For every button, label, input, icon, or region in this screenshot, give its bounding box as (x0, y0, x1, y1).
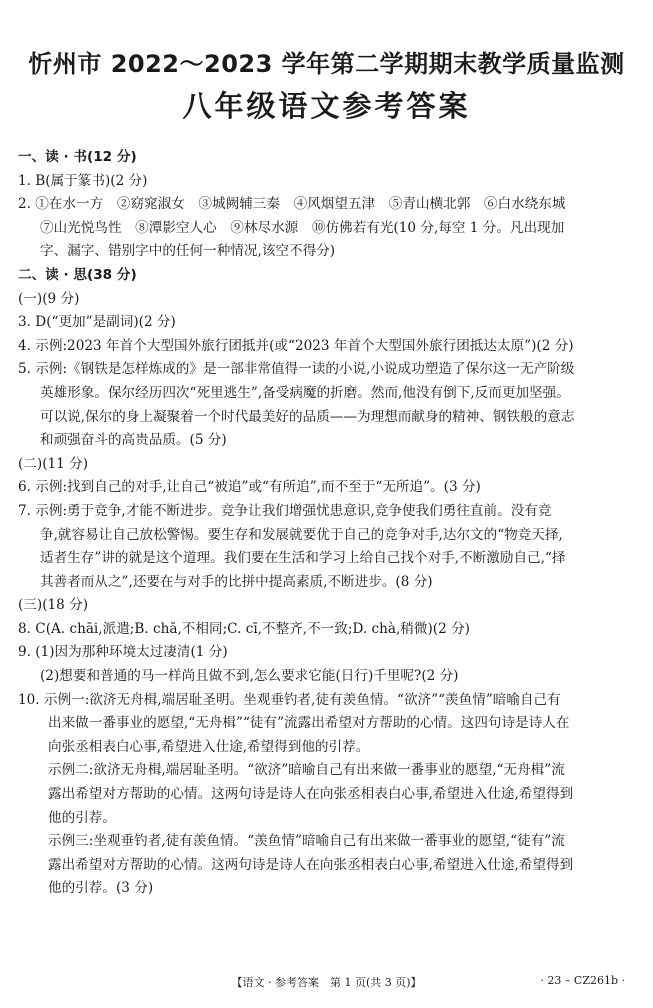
answer-line: 和顽强奋斗的高贵品质。(5 分) (40, 432, 227, 449)
answer-line: (二)(11 分) (18, 455, 89, 472)
answer-line: 5. 示例:《钢铁是怎样炼成的》是一部非常值得一读的小说,小说成功塑造了保尔这一无产阶级 (18, 361, 575, 378)
document-subtitle: 八年级语文参考答案 (182, 89, 471, 123)
answer-line: 9. (1)因为那种环境太过凄清(1 分) (18, 644, 228, 661)
answer-line: (2)想要和普通的马一样尚且做不到,怎么要求它能(日行)千里呢?(2 分) (40, 668, 459, 685)
answer-line: 他的引荐。 (48, 809, 116, 826)
answer-line: 他的引荐。(3 分) (48, 880, 154, 897)
answer-line: 英雄形象。保尔经历四次“死里逃生”,备受病魔的折磨。然而,他没有倒下,反而更加坚强。 (40, 384, 570, 401)
answer-line: 适者生存”讲的就是这个道理。我们要在生活和学习上给自己找个对手,不断激励自己,“择 (40, 550, 566, 567)
answer-line: 露出希望对方帮助的心情。这两句诗是诗人在向张丞相表白心事,希望进入仕途,希望得到 (48, 786, 574, 803)
answer-line: 示例二:欲济无舟楫,端居耻圣明。“欲济”暗喻自己有出来做一番事业的愿望,“无舟楫”流 (48, 762, 565, 779)
answer-line: 示例三:坐观垂钓者,徒有羡鱼情。“羡鱼情”暗喻自己有出来做一番事业的愿望,“徒有”流 (48, 833, 565, 850)
section-heading: 一、读 · 书(12 分) (18, 149, 137, 165)
answer-content (18, 146, 638, 901)
answer-line: 4. 示例:2023 年首个大型国外旅行团抵并(或“2023 年首个大型国外旅行团抵达太原”)(2 分) (18, 337, 574, 354)
answer-line: 2. ①在水一方 ②窈窕淑女 ③城阙辅三秦 ④风烟望五津 ⑤青山横北郭 ⑥白水绕东城 (18, 196, 566, 213)
answer-line: 6. 示例:找到自己的对手,让自己“被追”或“有所追”,而不至于“无所追”。(3 分) (18, 479, 481, 496)
answer-line: 争,就容易让自己放松警惕。要生存和发展就要优于自己的竞争对手,达尔文的“物竞天择, (40, 526, 563, 543)
answer-line: (三)(18 分) (18, 597, 89, 614)
answer-line: 8. C(A. chāi,派遣;B. chā,不相同;C. cī,不整齐,不一致;D. chà,稍微)(2 分) (18, 620, 470, 637)
section-heading: 二、读 · 思(38 分) (18, 266, 137, 283)
footer-page-info: 【语文 · 参考答案 第 1 页(共 3 页)】 (231, 976, 422, 989)
answer-line: ⑦山光悦鸟性 ⑧潭影空人心 ⑨林尽水源 ⑩仿佛若有光(10 分,每空 1 分。凡出现加 (40, 219, 565, 236)
answer-line: 其善者而从之”,还要在与对手的比拼中提高素质,不断进步。(8 分) (40, 573, 433, 590)
answer-line: 1. B(属于篆书)(2 分) (18, 172, 148, 189)
document-title: 忻州市 2022～2023 学年第二学期期末教学质量监测 (28, 50, 625, 78)
answer-line: 露出希望对方帮助的心情。这两句诗是诗人在向张丞相表白心事,希望进入仕途,希望得到 (48, 856, 574, 873)
answer-line: 3. D(“更加”是副词)(2 分) (18, 314, 176, 331)
answer-line: 向张丞相表白心事,希望进入仕途,希望得到他的引荐。 (48, 738, 370, 755)
answer-line: 可以说,保尔的身上凝聚着一个时代最美好的品质——为理想而献身的精神、钢铁般的意志 (40, 408, 575, 425)
answer-line: 10. 示例一:欲济无舟楫,端居耻圣明。坐观垂钓者,徒有羡鱼情。“欲济”“羡鱼情”暗喻自己有 (18, 691, 561, 708)
answer-line: (一)(9 分) (18, 290, 80, 307)
footer-code: · 23 – CZ261b · (540, 974, 625, 987)
answer-line: 出来做一番事业的愿望,“无舟楫”“徒有”流露出希望对方帮助的心情。这四句诗是诗人在 (48, 715, 570, 732)
page-footer (0, 974, 653, 990)
answer-line: 7. 示例:勇于竞争,才能不断进步。竞争让我们增强忧患意识,竞争使我们勇往直前。没有竞 (18, 502, 552, 519)
answer-line: 字、漏字、错别字中的任何一种情况,该空不得分) (40, 243, 336, 260)
